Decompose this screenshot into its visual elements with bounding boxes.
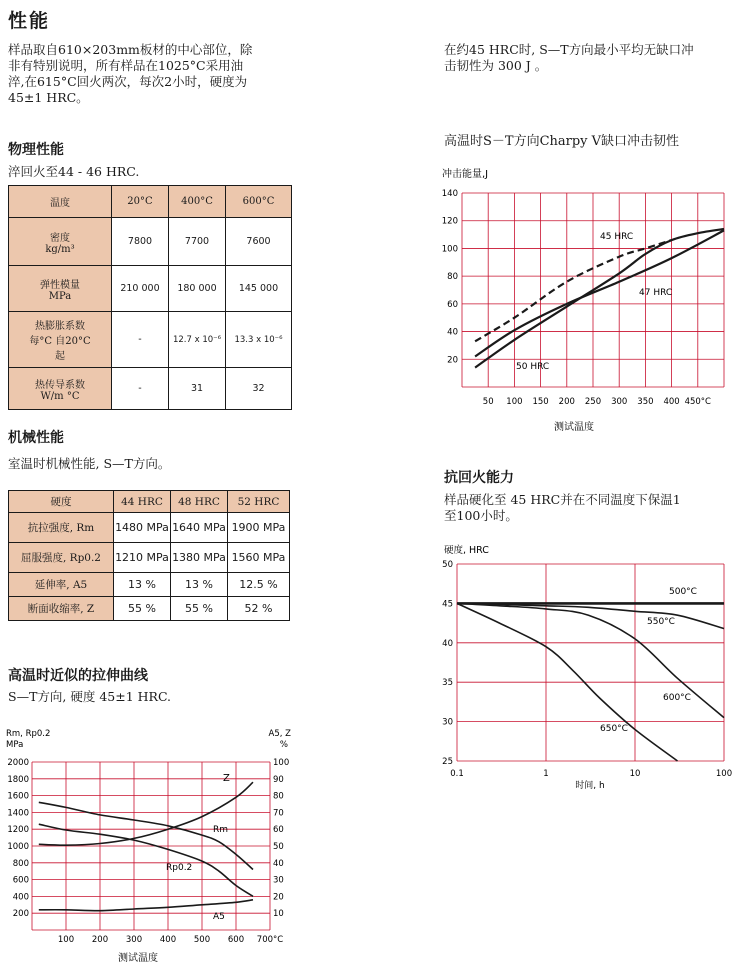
row-label: 热传导系数 W/m °C — [9, 368, 112, 410]
table-header-row — [9, 186, 292, 218]
mechanical-subtitle: 室温时机械性能, S—T方向。 — [8, 456, 171, 471]
intro-line: 45±1 HRC。 — [8, 90, 89, 105]
table-row — [9, 218, 292, 266]
y-tick-label: 40 — [447, 327, 458, 338]
y-right-tick-label: 80 — [273, 791, 284, 802]
y-tick-label: 80 — [447, 272, 458, 283]
series-line-a5 — [39, 900, 253, 911]
table-header-row — [9, 491, 290, 513]
series-label-rm: Rm — [213, 825, 229, 835]
x-tick-label: 300 — [125, 935, 143, 945]
table-cell: 12.5 % — [228, 573, 290, 597]
temper-line: 至100小时。 — [444, 508, 518, 523]
y-right-tick-label: 10 — [273, 909, 284, 920]
series-label-z: Z — [223, 773, 230, 784]
y-left-tick-label: 800 — [12, 858, 29, 869]
temper-heading: 抗回火能力 — [444, 470, 514, 486]
series-label-650: 650°C — [600, 724, 628, 734]
y-tick-label: 25 — [442, 757, 453, 767]
impact-heading: 高温时S－T方向Charpy V缺口冲击韧性 — [444, 134, 680, 149]
intro-line: 非有特别说明，所有样品在1025°C采用油 — [8, 58, 244, 73]
table-cell: 32 — [226, 368, 292, 410]
y-right-tick-label: 20 — [273, 892, 284, 903]
table-header-cell: 44 HRC — [114, 491, 171, 513]
row-label: 抗拉强度, Rm — [9, 513, 114, 543]
x-tick-label: 600 — [227, 935, 245, 945]
row-label: 屈服强度, Rp0.2 — [9, 543, 114, 573]
table-header-cell: 硬度 — [9, 491, 114, 513]
table-cell: 55 % — [171, 597, 228, 621]
table-cell: 13.3 x 10⁻⁶ — [226, 312, 292, 368]
y-tick-label: 50 — [442, 560, 453, 570]
x-tick-label: 250 — [584, 397, 602, 407]
x-axis-label: 测试温度 — [554, 422, 594, 433]
table-cell: 210 000 — [112, 266, 169, 312]
y-left-tick-label: 2000 — [7, 758, 29, 768]
x-tick-label: 100 — [715, 769, 733, 779]
y-left-tick-label: 1800 — [7, 774, 29, 785]
table-cell: 7600 — [226, 218, 292, 266]
impact-note-line: 击韧性为 300 J 。 — [444, 58, 548, 73]
y-left-label: Rm, Rp0.2 — [6, 729, 51, 739]
y-tick-label: 120 — [441, 216, 458, 227]
table-cell: 1380 MPa — [171, 543, 228, 573]
tensile-heading: 高温时近似的拉伸曲线 — [8, 668, 148, 684]
row-label: 弹性模量 MPa — [9, 266, 112, 312]
table-cell: 180 000 — [169, 266, 226, 312]
table-cell: - — [112, 368, 169, 410]
table-cell: 1900 MPa — [228, 513, 290, 543]
y-left-tick-label: 600 — [12, 875, 29, 886]
table-cell: 1210 MPa — [114, 543, 171, 573]
table-cell: 55 % — [114, 597, 171, 621]
physical-heading: 物理性能 — [8, 142, 64, 158]
intro-text — [8, 42, 308, 106]
row-label: 延伸率, A5 — [9, 573, 114, 597]
impact-note — [444, 42, 744, 74]
temper-text — [444, 492, 749, 524]
series-line-z — [39, 782, 253, 845]
table-cell: 12.7 x 10⁻⁶ — [169, 312, 226, 368]
table-row — [9, 573, 290, 597]
impact-chart — [438, 160, 738, 435]
series-label-550: 550°C — [647, 617, 675, 627]
table-row — [9, 368, 292, 410]
tensile-subtitle: S—T方向, 硬度 45±1 HRC. — [8, 689, 172, 704]
y-left-unit: MPa — [6, 740, 24, 750]
series-label-a5: A5 — [213, 912, 225, 922]
table-cell: 13 % — [171, 573, 228, 597]
y-right-tick-label: 30 — [273, 875, 284, 886]
y-left-tick-label: 1400 — [7, 808, 29, 819]
series-line-47hrc — [475, 230, 724, 356]
x-axis-label: 测试温度 — [118, 953, 158, 964]
row-label: 热膨胀系数 每°C 自20°C 起 — [9, 312, 112, 368]
x-tick-label: 400 — [159, 935, 177, 945]
table-cell: - — [112, 312, 169, 368]
y-tick-label: 30 — [442, 717, 453, 728]
table-row — [9, 513, 290, 543]
table-cell: 1480 MPa — [114, 513, 171, 543]
table-cell: 52 % — [228, 597, 290, 621]
row-label: 密度 kg/m³ — [9, 218, 112, 266]
impact-note-line: 在约45 HRC时, S—T方向最小平均无缺口冲 — [444, 42, 694, 57]
y-axis-label: 硬度, HRC — [444, 545, 489, 556]
series-label-500: 500°C — [669, 587, 697, 597]
series-label-rp: Rp0.2 — [166, 863, 193, 873]
table-cell: 7700 — [169, 218, 226, 266]
physical-table — [8, 185, 292, 410]
table-row — [9, 597, 290, 621]
x-axis-label: 时间, h — [575, 781, 605, 791]
series-label-47: 47 HRC — [639, 288, 673, 298]
table-header-cell: 52 HRC — [228, 491, 290, 513]
y-right-tick-label: 90 — [273, 774, 284, 785]
x-tick-label: 1 — [543, 769, 549, 779]
y-right-tick-label: 40 — [273, 858, 284, 869]
x-tick-label: 10 — [629, 769, 641, 779]
y-right-label: A5, Z — [268, 729, 291, 739]
x-tick-label: 450°C — [684, 397, 712, 407]
x-tick-label: 100 — [506, 397, 523, 407]
table-cell: 145 000 — [226, 266, 292, 312]
x-tick-label: 50 — [482, 397, 494, 407]
x-tick-label: 300 — [611, 397, 628, 407]
y-tick-label: 35 — [442, 678, 453, 689]
y-tick-label: 45 — [442, 599, 453, 610]
intro-line: 淬,在615°C回火两次，每次2小时，硬度为 — [8, 74, 248, 89]
mechanical-heading: 机械性能 — [8, 430, 64, 446]
x-tick-label: 200 — [558, 397, 575, 407]
table-cell: 13 % — [114, 573, 171, 597]
y-left-tick-label: 1600 — [7, 791, 29, 802]
y-tick-label: 20 — [447, 355, 458, 366]
table-cell: 31 — [169, 368, 226, 410]
row-label: 断面收缩率, Z — [9, 597, 114, 621]
table-cell: 1560 MPa — [228, 543, 290, 573]
table-cell: 1640 MPa — [171, 513, 228, 543]
temper-line: 样品硬化至 45 HRC并在不同温度下保温1 — [444, 492, 681, 507]
series-label-50: 50 HRC — [516, 362, 550, 372]
y-right-tick-label: 70 — [273, 808, 284, 819]
y-tick-label: 140 — [441, 189, 458, 199]
y-left-tick-label: 400 — [12, 892, 29, 903]
intro-line: 样品取自610×203mm板材的中心部位，除 — [8, 42, 253, 57]
x-tick-label: 400 — [663, 397, 680, 407]
y-left-tick-label: 200 — [12, 909, 29, 920]
y-right-tick-label: 100 — [273, 758, 290, 768]
x-tick-label: 700°C — [256, 935, 284, 945]
x-tick-label: 500 — [193, 935, 211, 945]
physical-subtitle: 淬回火至44 - 46 HRC. — [8, 164, 140, 179]
x-tick-label: 350 — [637, 397, 654, 407]
y-axis-label: 冲击能量,J — [442, 169, 489, 180]
table-header-cell: 温度 — [9, 186, 112, 218]
y-right-tick-label: 50 — [273, 842, 284, 852]
x-tick-label: 0.1 — [450, 769, 464, 779]
tensile-chart — [0, 725, 300, 970]
y-right-tick-label: 60 — [273, 825, 284, 836]
y-right-unit: % — [279, 740, 288, 750]
series-label-600: 600°C — [663, 693, 691, 703]
table-row — [9, 543, 290, 573]
table-row — [9, 312, 292, 368]
table-header-cell: 20°C — [112, 186, 169, 218]
y-left-tick-label: 1000 — [7, 842, 29, 852]
y-tick-label: 60 — [447, 299, 458, 310]
x-tick-label: 150 — [532, 397, 549, 407]
table-header-cell: 400°C — [169, 186, 226, 218]
mechanical-table — [8, 490, 290, 621]
x-tick-label: 200 — [91, 935, 109, 945]
y-left-tick-label: 1200 — [7, 825, 29, 836]
table-row — [9, 266, 292, 312]
page-title: 性能 — [8, 10, 51, 32]
table-header-cell: 600°C — [226, 186, 292, 218]
x-tick-label: 100 — [57, 935, 75, 945]
table-cell: 7800 — [112, 218, 169, 266]
y-tick-label: 40 — [442, 638, 453, 649]
y-tick-label: 100 — [441, 244, 458, 255]
temper-chart — [436, 540, 746, 802]
series-label-45: 45 HRC — [600, 232, 634, 242]
table-header-cell: 48 HRC — [171, 491, 228, 513]
